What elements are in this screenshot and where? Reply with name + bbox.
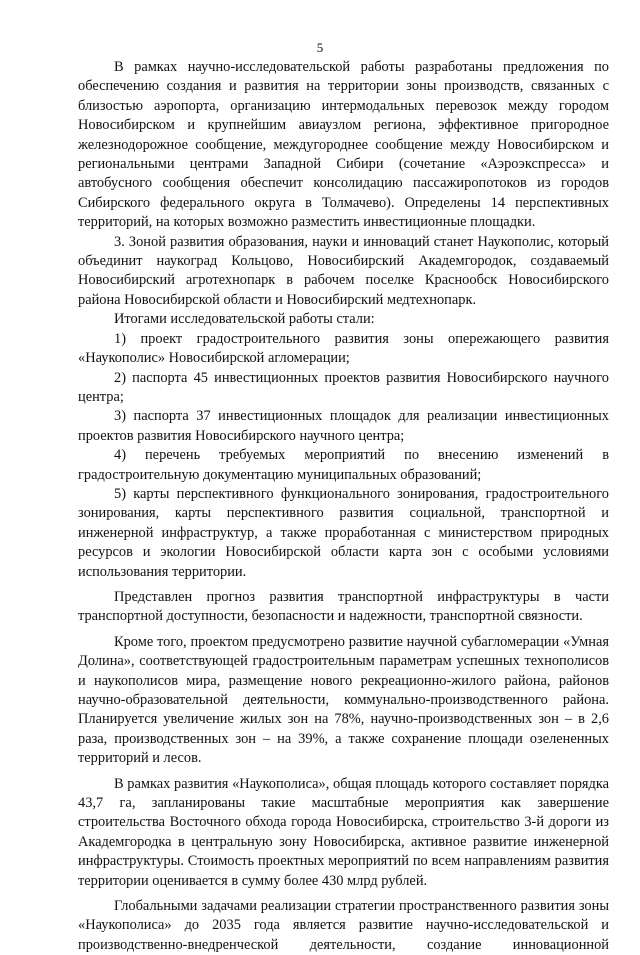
list-item-4: 4) перечень требуемых мероприятий по внесению изменений в градостроительную документацию муниципальных образований; xyxy=(78,447,609,483)
paragraph-airport-zone: В рамках научно-исследовательской работы разработаны предложения по обеспечению создания и развития на территории зоны производств, связанных с близостью аэропорта, организацию интермодальных перевозок между городом Новосибирском и крупнейшим авиаузлом региона, эффективное пригородное железнодорожное сообщение, междугороднее сообщение между Новосибирском и региональными центрами Западной Сибири (сочетание «Аэроэкспресса» и автобусного сообщения обеспечит консолидацию пассажиропотоков из городов Сибирского федерального округа в Толмачево). Определены 14 перспективных территорий, на которых возможно разместить инвестиционные площадки. xyxy=(78,59,609,231)
list-item-5: 5) карты перспективного функционального зонирования, градостроительного зонирования, карты перспективного развития социальной, транспортной и инженерной инфраструктур, а также проработанная с министерством природных ресурсов и экологии Новосибирской области карта зон с особыми условиями использования территории. xyxy=(78,485,609,580)
list-item-3: 3) паспорта 37 инвестиционных площадок для реализации инвестиционных проектов развития Новосибирского научного центра; xyxy=(78,408,609,444)
paragraph-transport-forecast: Представлен прогноз развития транспортной инфраструктуры в части транспортной доступности, безопасности и надежности, транспортной связности. xyxy=(78,588,609,625)
paragraph-results-intro: Итогами исследовательской работы стали: xyxy=(114,311,375,328)
list-item-1: 1) проект градостроительного развития зоны опережающего развития «Наукополис» Новосибирской агломерации; xyxy=(78,330,609,367)
paragraph-naukopolis-development: В рамках развития «Наукополиса», общая площадь которого составляет порядка 43,7 га, запланированы такие масштабные мероприятия как завершение строительства Восточного обхода города Новосибирска, строительство 3-й дороги из Академгородка в центральную зону Новосибирска, активное развитие инженерной инфраструктуры. Стоимость проектных мероприятий по всем направлениям развития территории оценивается в сумму более 430 млрд рублей. xyxy=(78,775,609,889)
paragraph-smart-valley: Кроме того, проектом предусмотрено развитие научной субагломерации «Умная Долина», соответствующей градостроительным параметрам успешных технополисов и наукополисов мира, размещение нового рекреационно-жилого района, районов научно-образовательной деятельности, коммунально-производственного района. Планируется увеличение жилых зон на 78%, научно-производственных зон – в 2,6 раза, производственных зон – на 39%, а также сохранение площади озелененных территорий и лесов. xyxy=(78,633,609,767)
document-body xyxy=(78,58,609,955)
list-item-2: 2) паспорта 45 инвестиционных проектов развития Новосибирского научного центра; xyxy=(78,369,609,405)
paragraph-global-goals: Глобальными задачами реализации стратегии пространственного развития зоны «Наукополиса» до 2035 года является развитие научно-исследовательской и производственно-внедренческой деятельности, создание инновационной xyxy=(78,898,609,953)
paragraph-education-zone: 3. Зоной развития образования, науки и инноваций станет Наукополис, который объединит наукоград Кольцово, Новосибирский Академгородок, создаваемый Новосибирский агротехнопарк в рабочем поселке Краснообск Новосибирского района Новосибирской области и Новосибирский медтехнопарк. xyxy=(78,233,609,308)
page-number: 5 xyxy=(316,40,324,55)
